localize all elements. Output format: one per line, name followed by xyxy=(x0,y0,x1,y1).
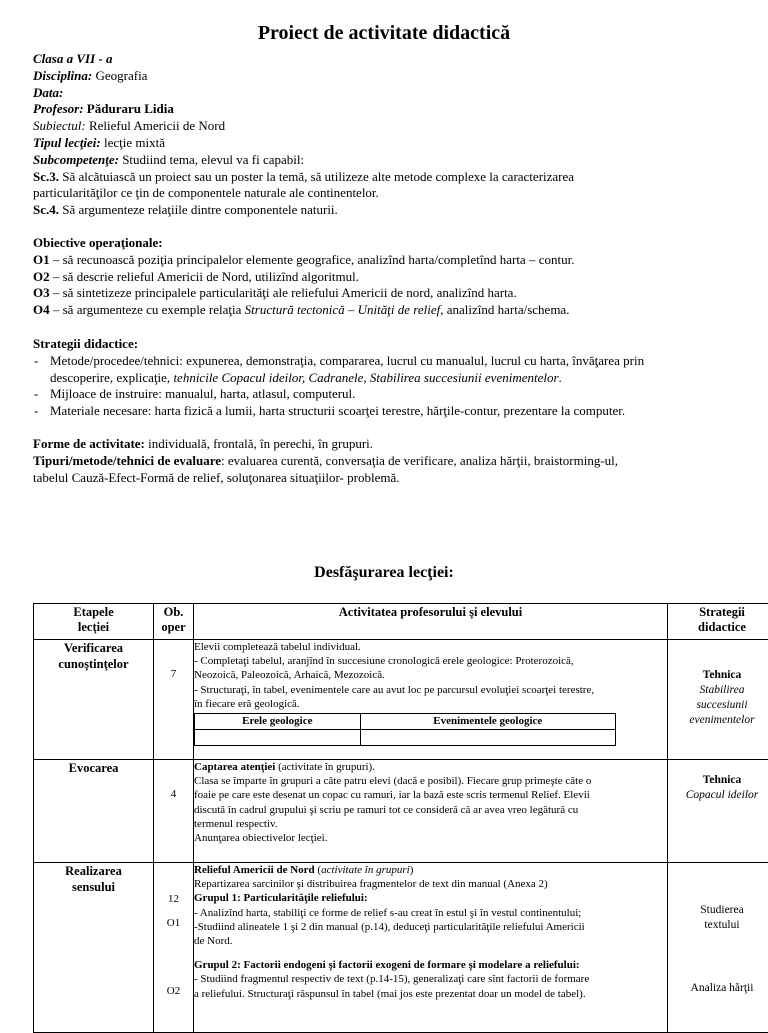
inner-empty-cell xyxy=(360,730,615,746)
lesson-flow-heading: Desfăşurarea lecţiei: xyxy=(0,564,768,582)
objective-o4: O4 – să argumenteze cu exemple relaţia Structură tectonică – Unităţi de relief, analizînd harta/schema. xyxy=(33,302,748,319)
lesson-header xyxy=(33,51,743,219)
activity-forms-line: Forme de activitate: individuală, frontală, în perechi, în grupuri. xyxy=(33,436,748,453)
strategy-cell: Tehnica Stabilirea succesiunii evenimentelor xyxy=(668,640,768,760)
activity-cell: Relieful Americii de Nord (activitate în grupuri) Repartizarea sarcinilor şi distribuirea fragmentelor de text din manual (Anexa 2) Grupul 1: Particularităţile reliefului: - Analizînd harta, stabiliţi ce forme de relief s-au creat în estul şi în vestul continentului; -Studiind alineatele 1 şi 2 din manual (p.14), deduceţi particularităţile reliefului Americii de Nord. Grupul 2: Factorii endogeni şi factorii exogeni de formare şi modelare a reliefului: - Studiind fragmentul respectiv de text (p.14-15), generalizaţi care sînt factorii de formare a reliefului. Structuraţi răspunsul în tabel (mai jos este prezentat doar un model de tabel). xyxy=(194,863,668,1033)
geological-eras-table xyxy=(194,713,616,746)
lesson-table xyxy=(33,603,768,1033)
objectives-section xyxy=(33,235,748,319)
inner-header-eras: Erele geologice xyxy=(195,714,361,730)
strategy-materials: - Materiale necesare: harta fizică a lumii, harta structurii scoarţei terestre, hărţile-contur, prezentare la computer. xyxy=(33,403,748,420)
stage-cell: Realizarea sensului xyxy=(34,863,154,1033)
forms-section xyxy=(33,436,748,486)
objective-cell: 4 xyxy=(154,760,194,863)
strategy-means: - Mijloace de instruire: manualul, harta, atlasul, computerul. xyxy=(33,386,748,403)
inner-header-events: Evenimentele geologice xyxy=(360,714,615,730)
inner-empty-cell xyxy=(195,730,361,746)
activity-cell: Captarea atenţiei (activitate în grupuri). Clasa se împarte în grupuri a câte patru elevi (dacă e posibil). Fiecare grup primeşte câte o foaie pe care este desenat un copac cu ramuri, iar la bază este scris termenul Relief. Elevii discută în cadrul grupului şi scriu pe ramuri tot ce consideră că ar avea vreo legătură cu termenul respectiv. Anunţarea obiectivelor lecţiei. xyxy=(194,760,668,863)
objective-cell: 12 O1 O2 xyxy=(154,863,194,1033)
header-stages: Etapele lecţiei xyxy=(34,604,154,640)
table-header-row xyxy=(34,604,768,640)
teacher-line: Profesor: Păduraru Lidia xyxy=(33,101,743,118)
lesson-type-line: Tipul lecţiei: lecţie mixtă xyxy=(33,135,743,152)
subject-line: Subiectul: Relieful Americii de Nord xyxy=(33,118,743,135)
header-objectives: Ob. oper xyxy=(154,604,194,640)
objective-o3: O3 – să sintetizeze principalele particularităţi ale reliefului Americii de nord, analizînd harta. xyxy=(33,285,748,302)
header-activity: Activitatea profesorului şi elevului xyxy=(194,604,668,640)
stage-cell: Verificarea cunoştinţelor xyxy=(34,640,154,760)
subcompetences-line: Subcompetenţe: Studiind tema, elevul va fi capabil: xyxy=(33,152,743,169)
evaluation-line-continued: tabelul Cauză-Efect-Formă de relief, soluţonarea situaţiilor- problemă. xyxy=(33,470,748,487)
discipline-line: Disciplina: Geografia xyxy=(33,68,743,85)
objective-o2: O2 – să descrie relieful Americii de Nord, utilizînd algoritmul. xyxy=(33,269,748,286)
class-line: Clasa a VII - a xyxy=(33,51,743,68)
table-row xyxy=(34,760,768,863)
date-line: Data: xyxy=(33,85,743,102)
sc3-line: Sc.3. Să alcătuiască un proiect sau un poster la temă, să utilizeze alte metode complexe la caracterizarea xyxy=(33,169,743,186)
evaluation-line: Tipuri/metode/tehnici de evaluare: evaluarea curentă, conversaţia de verificare, analiza hărţii, braistorming-ul, xyxy=(33,453,748,470)
objective-cell: 7 xyxy=(154,640,194,760)
document-title: Proiect de activitate didactică xyxy=(0,22,768,45)
objectives-heading: Obiective operaţionale: xyxy=(33,235,748,252)
activity-cell: Elevii completează tabelul individual. - Completaţi tabelul, aranjînd în succesiune cronologică erele geologice: Proterozoică, Neozoică, Paleozoică, Arhaică, Mezozoică. - Structuraţi, în tabel, evenimentele care au avut loc pe parcursul evoluţiei scoarţei terestre, în fiecare eră geologică. Erele geologice Evenimentele geologice xyxy=(194,640,668,760)
stage-cell: Evocarea xyxy=(34,760,154,863)
sc4-line: Sc.4. Să argumenteze relaţiile dintre componentele naturii. xyxy=(33,202,743,219)
strategy-methods: - Metode/procedee/tehnici: expunerea, demonstraţia, compararea, lucrul cu manualul, lucrul cu harta, învăţarea prin xyxy=(33,353,748,370)
strategy-methods-continued: descoperire, explicaţie, tehnicile Copacul ideilor, Cadranele, Stabilirea succesiunii evenimentelor. xyxy=(33,370,748,387)
strategies-heading: Strategii didactice: xyxy=(33,336,748,353)
table-row xyxy=(34,640,768,760)
header-strategies: Strategii didactice xyxy=(668,604,768,640)
table-row xyxy=(34,863,768,1033)
strategy-cell: Tehnica Copacul ideilor xyxy=(668,760,768,863)
sc3-line-continued: particularităţilor ce ţin de componentele naturale ale continentelor. xyxy=(33,185,743,202)
strategy-cell: Studierea textului Analiza hărţii xyxy=(668,863,768,1033)
objective-o1: O1 – să recunoască poziţia principalelor elemente geografice, analizînd harta/completînd harta – contur. xyxy=(33,252,748,269)
strategies-section xyxy=(33,336,748,420)
